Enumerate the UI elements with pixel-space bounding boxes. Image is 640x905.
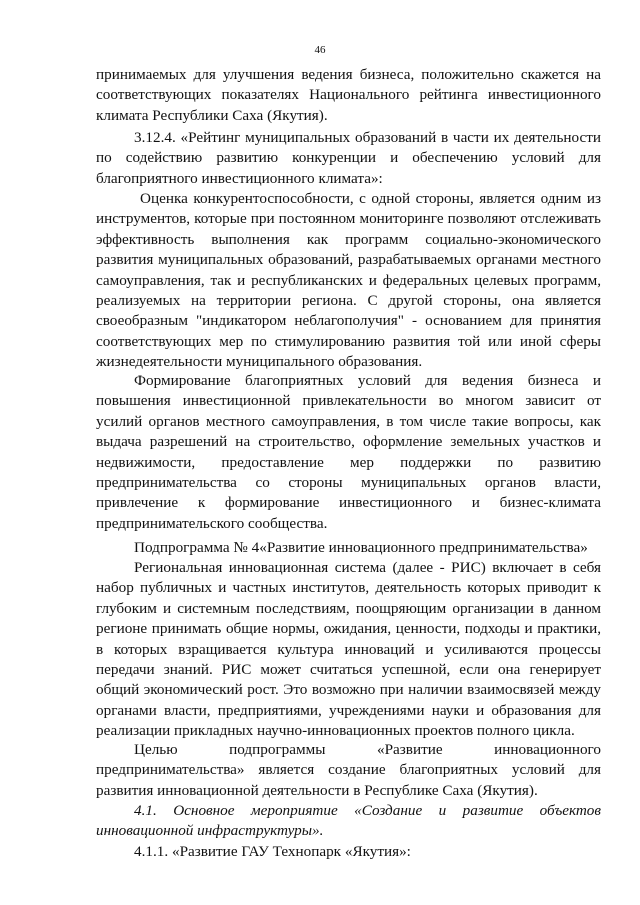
page-number: 46 (314, 44, 326, 56)
paragraph-intro-continuation: принимаемых для улучшения ведения бизнеса, положительно скажется на соответствующих показателях Национального рейтинга инвестиционного климата Республики Саха (Якутия). (96, 66, 601, 124)
paragraph-main-activity-4-1: 4.1. Основное мероприятие «Создание и развитие объектов инновационной инфраструктуры». (96, 802, 601, 840)
subprogram-heading: Подпрограмма № 4«Развитие инновационного предпринимательства» (134, 539, 588, 556)
paragraph-business-conditions: Формирование благоприятных условий для ведения бизнеса и повышения инвестиционной привлекательности во многом зависит от усилий органов местного самоуправления, в том числе такие вопросы, как выдача разрешений на строительство, оформление земельных участков и недвижимости, предоставление мер поддержки по развитию предпринимательства со стороны муниципальных органов власти, привлечение к формирование инвестиционного и бизнес-климата предпринимательского сообщества. (96, 372, 601, 532)
paragraph-item-4-1-1: 4.1.1. «Развитие ГАУ Технопарк «Якутия»: (134, 843, 411, 860)
paragraph-subprogram-goal: Целью подпрограммы «Развитие инновационного предпринимательства» является создание благоприятных условий для развития инновационной деятельности в Республике Саха (Якутия). (96, 741, 601, 799)
paragraph-competitiveness: Оценка конкурентоспособности, с одной стороны, является одним из инструментов, которые при постоянном мониторинге позволяют отслеживать эффективность выполнения как программ социально-экономического развития муниципальных образований, разрабатываемых органами местного самоуправления, так и республиканских и федеральных целевых программ, реализуемых на территории региона. С другой стороны, она является своеобразным "индикатором неблагополучия" - основанием для принятия соответствующих мер по стимулированию развития той или иной сферы жизнедеятельности муниципального образования. (96, 190, 601, 371)
paragraph-ris: Региональная инновационная система (далее - РИС) включает в себя набор публичных и частных институтов, деятельность которых приводит к глубоким и системным последствиям, поощряющим организации в данном регионе принимать общие нормы, ожидания, ценности, подходы и практики, в которых взращивается культура инноваций и усиливаются процессы передачи знаний. РИС может считаться успешной, если она генерирует общий экономический рост. Это возможно при наличии взаимосвязей между органами власти, предприятиями, учреждениями науки и образования для реализации прикладных научно-инновационных проектов полного цикла. (96, 559, 601, 740)
paragraph-section-3-12-4: 3.12.4. «Рейтинг муниципальных образований в части их деятельности по содействию развитию конкуренции и обеспечению условий для благоприятного инвестиционного климата»: (96, 129, 601, 187)
